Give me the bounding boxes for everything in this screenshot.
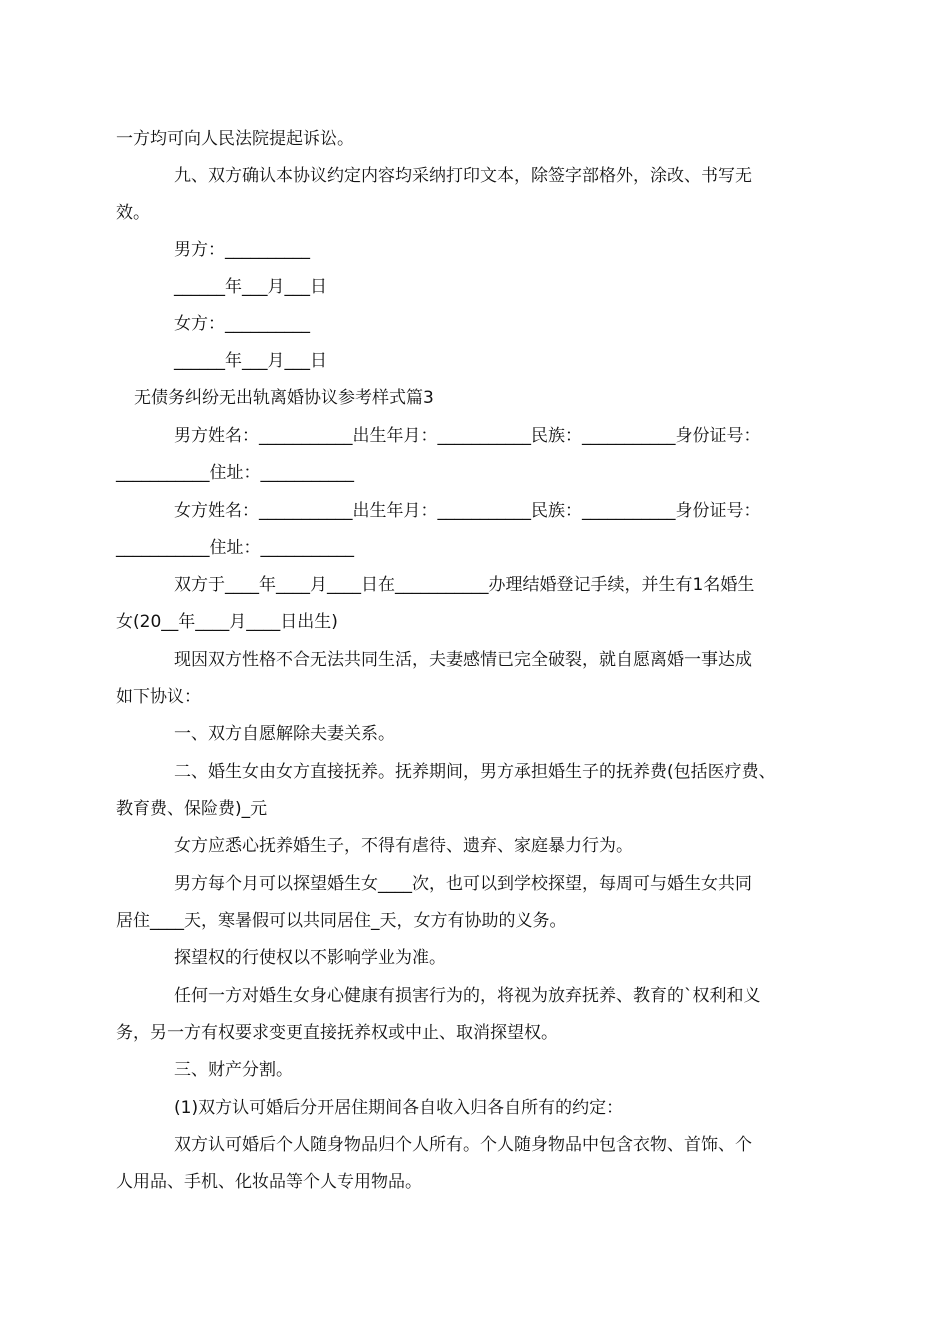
text-line: 男方每个月可以探望婚生女____次，也可以到学校探望，每周可与婚生女共同 xyxy=(174,874,752,894)
text-line: 居住____天，寒暑假可以共同居住_天，女方有协助的义务。 xyxy=(116,911,567,931)
text-line: 效。 xyxy=(116,203,150,223)
date-line: ______年___月___日 xyxy=(174,277,327,297)
text-line: 双方于____年____月____日在___________办理结婚登记手续，并生有1名婚生 xyxy=(174,575,755,595)
section-title: 无债务纠纷无出轨离婚协议参考样式篇3 xyxy=(134,388,434,408)
text-line: 任何一方对婚生女身心健康有损害行为的，将视为放弃抚养、教育的`权利和义 xyxy=(174,986,761,1006)
text-line: ___________住址：___________ xyxy=(116,538,354,558)
signature-female-line: 女方：__________ xyxy=(174,314,310,334)
text-line: 女方应悉心抚养婚生子，不得有虐待、遗弃、家庭暴力行为。 xyxy=(174,836,633,856)
text-line: 探望权的行使权以不影响学业为准。 xyxy=(174,948,446,968)
text-line: 女方姓名：___________出生年月：___________民族：___________身份证号： xyxy=(174,501,761,521)
signature-male-line: 男方：__________ xyxy=(174,240,310,260)
date-line: ______年___月___日 xyxy=(174,351,327,371)
text-line: 九、双方确认本协议约定内容均采纳打印文本，除签字部格外，涂改、书写无 xyxy=(174,166,752,186)
text-line: 务，另一方有权要求变更直接抚养权或中止、取消探望权。 xyxy=(116,1023,558,1043)
text-line: 男方姓名：___________出生年月：___________民族：___________身份证号： xyxy=(174,426,761,446)
text-line: ___________住址：___________ xyxy=(116,463,354,483)
text-line: 女(20__年____月____日出生) xyxy=(116,612,338,632)
text-line: 现因双方性格不合无法共同生活，夫妻感情已完全破裂，就自愿离婚一事达成 xyxy=(174,650,752,670)
text-line: 教育费、保险费)_元 xyxy=(116,799,268,819)
text-line: (1)双方认可婚后分开居住期间各自收入归各自所有的约定： xyxy=(174,1098,624,1118)
text-line: 一方均可向人民法院提起诉讼。 xyxy=(116,129,354,149)
text-line: 双方认可婚后个人随身物品归个人所有。个人随身物品中包含衣物、首饰、个 xyxy=(174,1135,752,1155)
text-line: 三、财产分割。 xyxy=(174,1060,293,1080)
text-line: 二、婚生女由女方直接抚养。抚养期间，男方承担婚生子的抚养费(包括医疗费、 xyxy=(174,762,776,782)
text-line: 人用品、手机、化妆品等个人专用物品。 xyxy=(116,1172,422,1192)
text-line: 如下协议： xyxy=(116,687,201,707)
text-line: 一、双方自愿解除夫妻关系。 xyxy=(174,724,395,744)
